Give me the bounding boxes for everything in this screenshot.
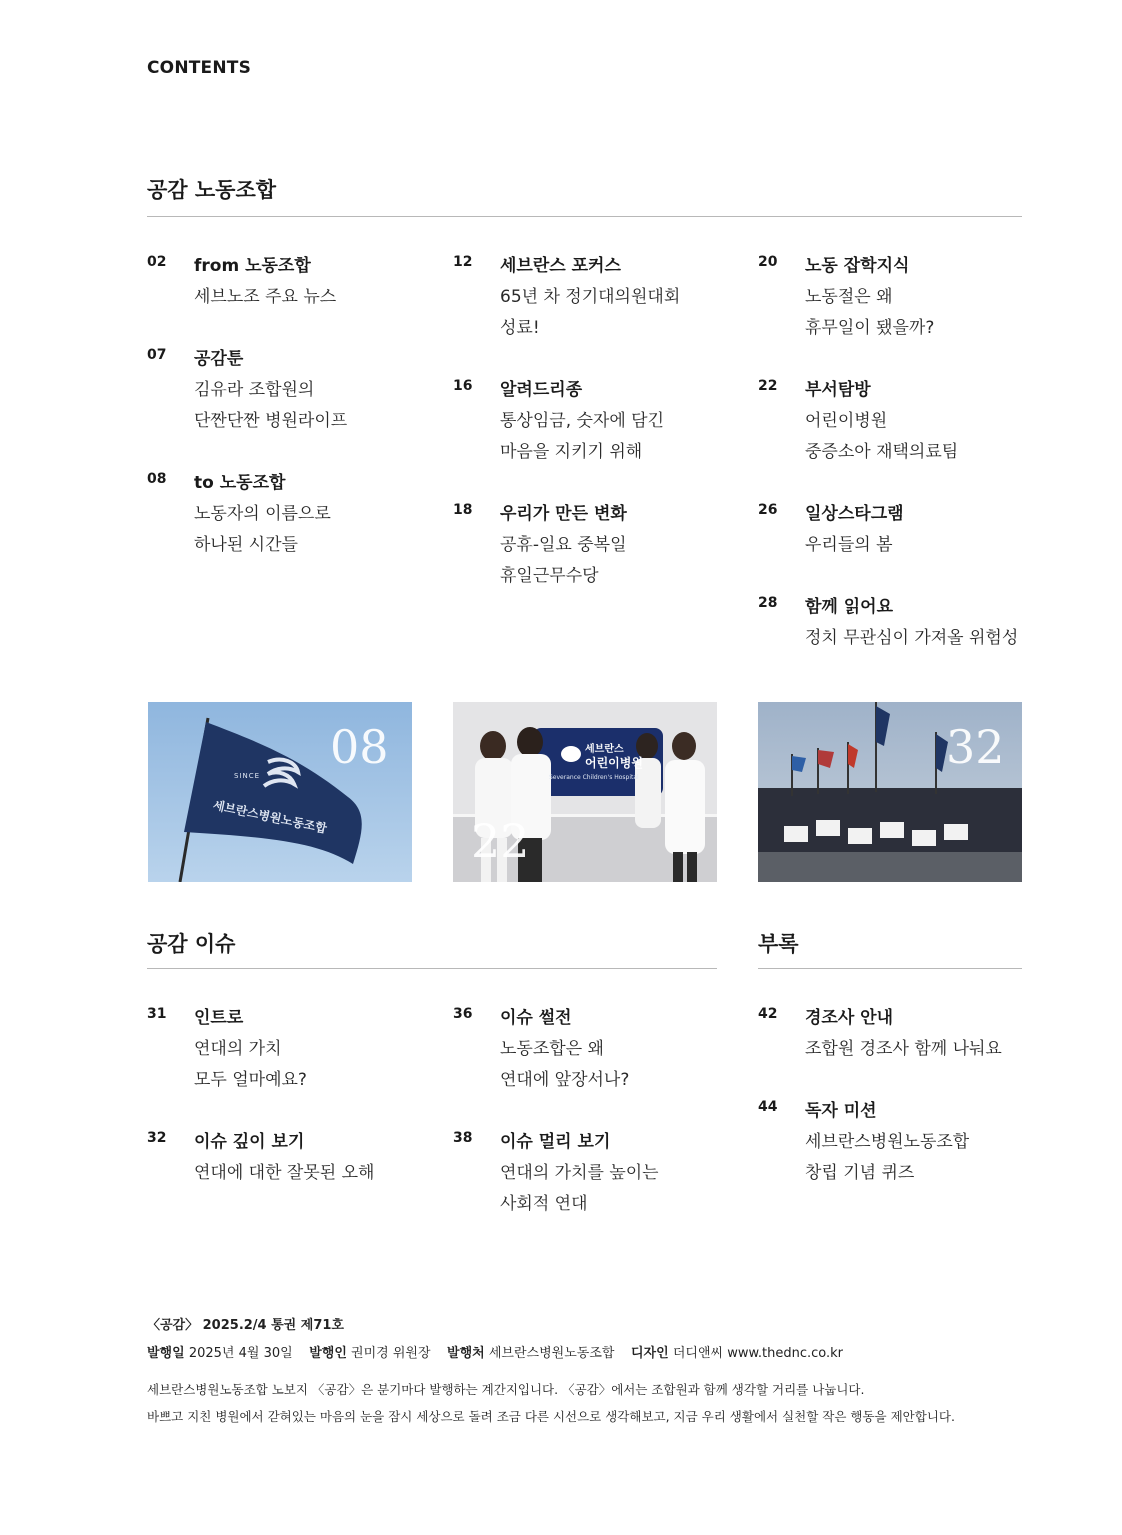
toc-entry-subtitle: 조합원 경조사 함께 나눠요: [805, 1039, 1002, 1059]
contents-label: CONTENTS: [147, 58, 252, 78]
photo-union-flag[interactable]: [148, 702, 412, 882]
flag-union-text: 세브란스병원노동조합: [211, 798, 329, 836]
toc-page-number: 20: [758, 254, 778, 270]
toc-entry-title: 이슈 깊이 보기: [194, 1132, 305, 1152]
toc-entry-subtitle: 모두 얼마예요?: [194, 1070, 307, 1090]
section-divider: [758, 968, 1022, 969]
toc-entry[interactable]: [758, 1096, 1048, 1189]
toc-entry[interactable]: [453, 1127, 743, 1220]
toc-page-number: 31: [147, 1006, 167, 1022]
toc-page-number: 44: [758, 1099, 778, 1115]
toc-entry[interactable]: [147, 251, 437, 313]
toc-entry-subtitle: 성료!: [500, 318, 540, 338]
section-divider: [147, 216, 1022, 217]
section-title-issue: 공감 이슈: [147, 931, 236, 956]
footer-description-2: 바쁘고 지친 병원에서 갇혀있는 마음의 눈을 잠시 세상으로 돌려 조금 다른 시선으로 생각해보고, 지금 우리 생활에서 실천할 작은 행동을 제안합니다.: [147, 1409, 955, 1424]
toc-entry[interactable]: [147, 344, 437, 437]
toc-entry-subtitle: 마음을 지키기 위해: [500, 442, 643, 462]
footer-credits: 발행일 2025년 4월 30일 발행인 권미경 위원장 발행처 세브란스병원노동조합 디자인 더디앤씨 www.thednc.co.kr: [147, 1346, 844, 1361]
section-divider: [147, 968, 717, 969]
toc-entry-subtitle: 휴일근무수당: [500, 566, 599, 586]
sign-line-3: Severance Children's Hospital: [549, 774, 639, 781]
toc-entry-subtitle: 세브노조 주요 뉴스: [194, 287, 337, 307]
toc-entry-title: 일상스타그램: [805, 504, 904, 524]
toc-entry-title: 부서탐방: [805, 380, 871, 400]
toc-entry-subtitle: 휴무일이 됐을까?: [805, 318, 935, 338]
toc-page-number: 08: [147, 471, 167, 487]
toc-page-number: 26: [758, 502, 778, 518]
photo-page-number: 22: [471, 814, 530, 868]
toc-entry-subtitle: 정치 무관심이 가져올 위험성: [805, 628, 1019, 648]
toc-entry-subtitle: 단짠단짠 병원라이프: [194, 411, 348, 431]
toc-entry-title: 세브란스 포커스: [500, 256, 621, 276]
toc-entry[interactable]: [758, 499, 1048, 561]
toc-page-number: 16: [453, 378, 473, 394]
toc-entry-title: 공감툰: [194, 349, 244, 369]
toc-page-number: 36: [453, 1006, 473, 1022]
toc-entry-subtitle: 어린이병원: [805, 411, 888, 431]
toc-page-number: 18: [453, 502, 473, 518]
toc-entry[interactable]: [147, 468, 437, 561]
section-title-appendix: 부록: [758, 931, 799, 956]
toc-entry-subtitle: 하나된 시간들: [194, 535, 298, 555]
toc-entry-subtitle: 연대의 가치를 높이는: [500, 1163, 659, 1183]
toc-page-number: 12: [453, 254, 473, 270]
toc-page-number: 32: [147, 1130, 167, 1146]
sign-line-2: 어린이병원: [585, 756, 643, 770]
toc-entry[interactable]: [758, 251, 1048, 344]
toc-entry[interactable]: [758, 375, 1048, 468]
toc-entry[interactable]: [758, 1003, 1048, 1065]
toc-entry[interactable]: [758, 592, 1048, 654]
photo-page-number: 08: [330, 720, 389, 774]
toc-entry[interactable]: [453, 375, 743, 468]
footer-description-1: 세브란스병원노동조합 노보지 〈공감〉은 분기마다 발행하는 계간지입니다. 〈공감〉에서는 조합원과 함께 생각할 거리를 나눕니다.: [147, 1382, 865, 1397]
toc-entry-subtitle: 노동자의 이름으로: [194, 504, 331, 524]
toc-entry-subtitle: 우리들의 봄: [805, 535, 893, 555]
toc-entry-title: 우리가 만든 변화: [500, 504, 627, 524]
toc-entry-title: 함께 읽어요: [805, 597, 894, 617]
toc-entry-subtitle: 연대의 가치: [194, 1039, 282, 1059]
footer-issue: 〈공감〉 2025.2/4 통권 제71호: [147, 1318, 344, 1333]
toc-page-number: 42: [758, 1006, 778, 1022]
toc-entry-subtitle: 중증소아 재택의료팀: [805, 442, 959, 462]
toc-entry-title: 노동 잡학지식: [805, 256, 910, 276]
toc-entry-subtitle: 노동절은 왜: [805, 287, 893, 307]
toc-entry-subtitle: 사회적 연대: [500, 1194, 588, 1214]
toc-page-number: 28: [758, 595, 778, 611]
toc-entry[interactable]: [453, 1003, 743, 1096]
toc-entry-subtitle: 연대에 앞장서나?: [500, 1070, 630, 1090]
toc-page-number: 38: [453, 1130, 473, 1146]
toc-page-number: 02: [147, 254, 167, 270]
toc-entry-subtitle: 세브란스병원노동조합: [805, 1132, 970, 1152]
sign-line-1: 세브란스: [585, 744, 624, 755]
toc-entry[interactable]: [453, 499, 743, 592]
toc-entry-title: 알려드리종: [500, 380, 583, 400]
toc-entry[interactable]: [147, 1003, 437, 1096]
toc-entry-subtitle: 연대에 대한 잘못된 오해: [194, 1163, 375, 1183]
toc-entry-title: 인트로: [194, 1008, 244, 1028]
photo-rally[interactable]: [758, 702, 1022, 882]
toc-entry-subtitle: 공휴-일요 중복일: [500, 535, 627, 555]
section-title-union: 공감 노동조합: [147, 177, 277, 202]
toc-page-number: 22: [758, 378, 778, 394]
toc-entry[interactable]: [453, 251, 743, 344]
toc-entry-subtitle: 노동조합은 왜: [500, 1039, 604, 1059]
toc-page-number: 07: [147, 347, 167, 363]
toc-entry-subtitle: 65년 차 정기대의원대회: [500, 287, 681, 307]
toc-entry-title: 이슈 멀리 보기: [500, 1132, 611, 1152]
toc-entry-subtitle: 통상임금, 숫자에 담긴: [500, 411, 665, 431]
toc-entry-title: to 노동조합: [194, 473, 286, 493]
toc-entry-subtitle: 창립 기념 퀴즈: [805, 1163, 915, 1183]
toc-entry-title: from 노동조합: [194, 256, 311, 276]
toc-entry-subtitle: 김유라 조합원의: [194, 380, 315, 400]
photo-childrens-hospital[interactable]: [453, 702, 717, 882]
toc-entry[interactable]: [147, 1127, 437, 1189]
flag-since-text: SINCE: [234, 772, 261, 780]
toc-entry-title: 경조사 안내: [805, 1008, 894, 1028]
toc-entry-title: 독자 미션: [805, 1101, 877, 1121]
toc-entry-title: 이슈 썰전: [500, 1008, 572, 1028]
photo-page-number: 32: [946, 720, 1005, 774]
